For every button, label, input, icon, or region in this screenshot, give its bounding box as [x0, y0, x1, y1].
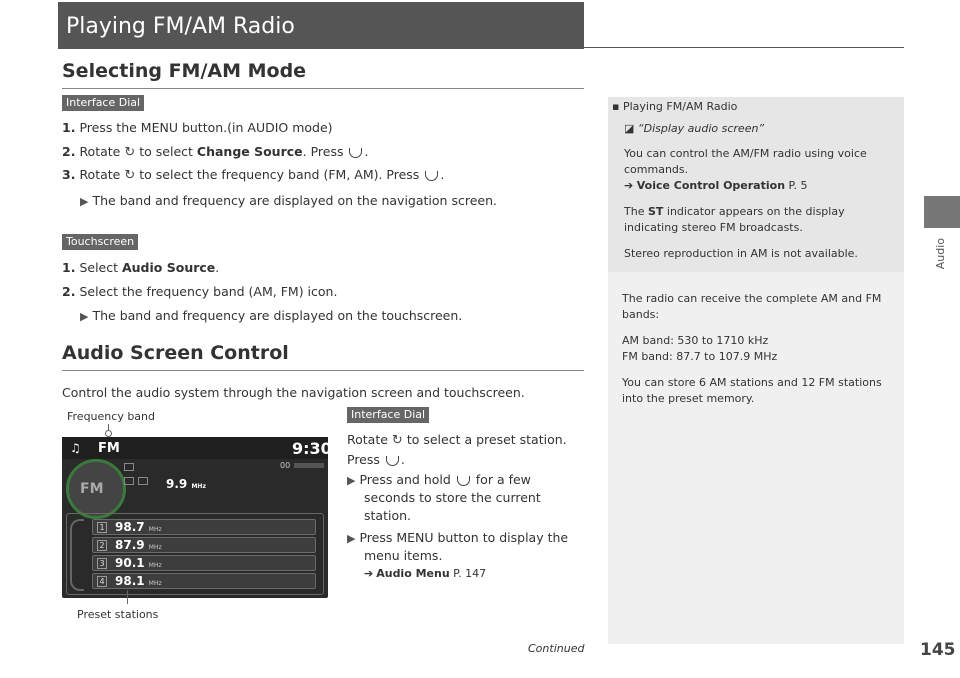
step-result-touch: ▶ The band and frequency are displayed on the touchscreen. — [80, 308, 463, 323]
rotate-dial-icon: ↻ — [391, 433, 403, 448]
note-text: You can store 6 AM stations and 12 FM stations — [622, 376, 882, 389]
chapter-tab — [924, 196, 960, 228]
am-band-range: AM band: 530 to 1710 kHz — [622, 334, 769, 347]
music-note-icon: ♫ — [70, 441, 81, 455]
interface-dial-badge: Interface Dial — [62, 95, 144, 111]
preset-station-1[interactable]: 1 98.7 MHz — [92, 519, 316, 535]
result-arrow-icon: ▶ — [347, 474, 356, 487]
menu-instruction: ▶ Press MENU button to display the — [347, 530, 569, 545]
step-3: 3. Rotate ↻ to select the frequency band (FM, AM). Press . — [62, 167, 445, 183]
page-number: 145 — [920, 640, 956, 660]
press-dial-icon — [457, 476, 470, 486]
press-dial-icon — [386, 456, 399, 466]
note-marker-icon: ▪ — [612, 100, 620, 113]
frequency-band-label: Frequency band — [67, 410, 155, 423]
preset-station-2[interactable]: 2 87.9 MHz — [92, 537, 316, 553]
section-title-selecting-mode: Selecting FM/AM Mode — [62, 60, 307, 82]
frequency-band-callout — [105, 430, 112, 437]
stereo-icon — [124, 477, 134, 485]
voice-control-link[interactable]: ➔ Voice Control Operation P. 5 — [624, 179, 808, 192]
result-arrow-icon: ▶ — [80, 310, 89, 323]
audio-screen-intro: Control the audio system through the navigation screen and touchscreen. — [62, 385, 525, 400]
page-title: Playing FM/AM Radio — [66, 14, 295, 39]
voice-command: ◪ “Display audio screen” — [624, 122, 765, 135]
current-frequency: 9.9 MHz — [166, 477, 206, 491]
fm-icon-label: FM — [80, 481, 104, 497]
audio-menu-link[interactable]: ➔ Audio Menu P. 147 — [364, 567, 487, 580]
step-2: 2. Rotate ↻ to select Change Source. Press . — [62, 144, 369, 160]
rotate-dial-icon: ↻ — [124, 145, 136, 160]
section-divider — [62, 370, 584, 371]
title-bar — [58, 2, 584, 49]
continued-label: Continued — [528, 642, 585, 655]
step-result-dial: ▶ The band and frequency are displayed on the navigation screen. — [80, 193, 497, 208]
note-text: indicating stereo FM broadcasts. — [624, 221, 803, 234]
xref-arrow-icon: ➔ — [364, 567, 374, 580]
note-text: The ST indicator appears on the display — [624, 205, 845, 218]
callout-line — [108, 424, 109, 431]
touch-step-1: 1. Select Audio Source. — [62, 260, 220, 275]
voice-icon: ◪ — [624, 122, 635, 135]
menu-instruction-2: menu items. — [364, 548, 443, 563]
step-1: 1. Press the MENU button.(in AUDIO mode) — [62, 120, 333, 135]
note-text: into the preset memory. — [622, 392, 755, 405]
list-scroll-handle[interactable] — [70, 519, 84, 591]
callout-line — [127, 590, 128, 604]
notes-heading: ▪ Playing FM/AM Radio — [612, 100, 738, 113]
press-dial-icon — [349, 148, 362, 158]
volume-bar — [294, 463, 324, 468]
result-arrow-icon: ▶ — [347, 532, 356, 545]
hold-instruction-2: seconds to store the current — [364, 490, 541, 505]
preset-stations-label: Preset stations — [77, 608, 159, 621]
hold-instruction: ▶ Press and hold for a few — [347, 472, 531, 487]
rotate-preset-instruction: Rotate ↻ to select a preset station. — [347, 432, 567, 448]
preset-station-4[interactable]: 4 98.1 MHz — [92, 573, 316, 589]
note-text: commands. — [624, 163, 689, 176]
xref-arrow-icon: ➔ — [624, 179, 634, 192]
note-text: You can control the AM/FM radio using voice — [624, 147, 867, 160]
preset-icon — [138, 477, 148, 485]
note-text: The radio can receive the complete AM and FM — [622, 292, 882, 305]
volume-counter: 00 — [280, 461, 291, 470]
preset-station-3[interactable]: 3 90.1 MHz — [92, 555, 316, 571]
title-underline — [584, 47, 904, 48]
chapter-label: Audio — [934, 238, 947, 270]
signal-icon — [124, 463, 134, 471]
hold-instruction-3: station. — [364, 508, 411, 523]
press-instruction: Press . — [347, 452, 405, 467]
note-text: bands: — [622, 308, 660, 321]
section-title-audio-screen: Audio Screen Control — [62, 342, 289, 364]
section-divider — [62, 88, 584, 89]
rotate-dial-icon: ↻ — [124, 168, 136, 183]
result-arrow-icon: ▶ — [80, 195, 89, 208]
clock-display: 9:30 — [292, 439, 332, 458]
fm-band-range: FM band: 87.7 to 107.9 MHz — [622, 350, 778, 363]
notes-sidebar — [608, 97, 904, 644]
audio-screen-image — [62, 437, 332, 598]
interface-dial-badge-2: Interface Dial — [347, 407, 429, 423]
note-text: Stereo reproduction in AM is not available. — [624, 247, 858, 260]
band-indicator: FM — [98, 441, 120, 456]
touchscreen-badge: Touchscreen — [62, 234, 138, 250]
touch-step-2: 2. Select the frequency band (AM, FM) icon. — [62, 284, 338, 299]
press-dial-icon — [425, 171, 438, 181]
